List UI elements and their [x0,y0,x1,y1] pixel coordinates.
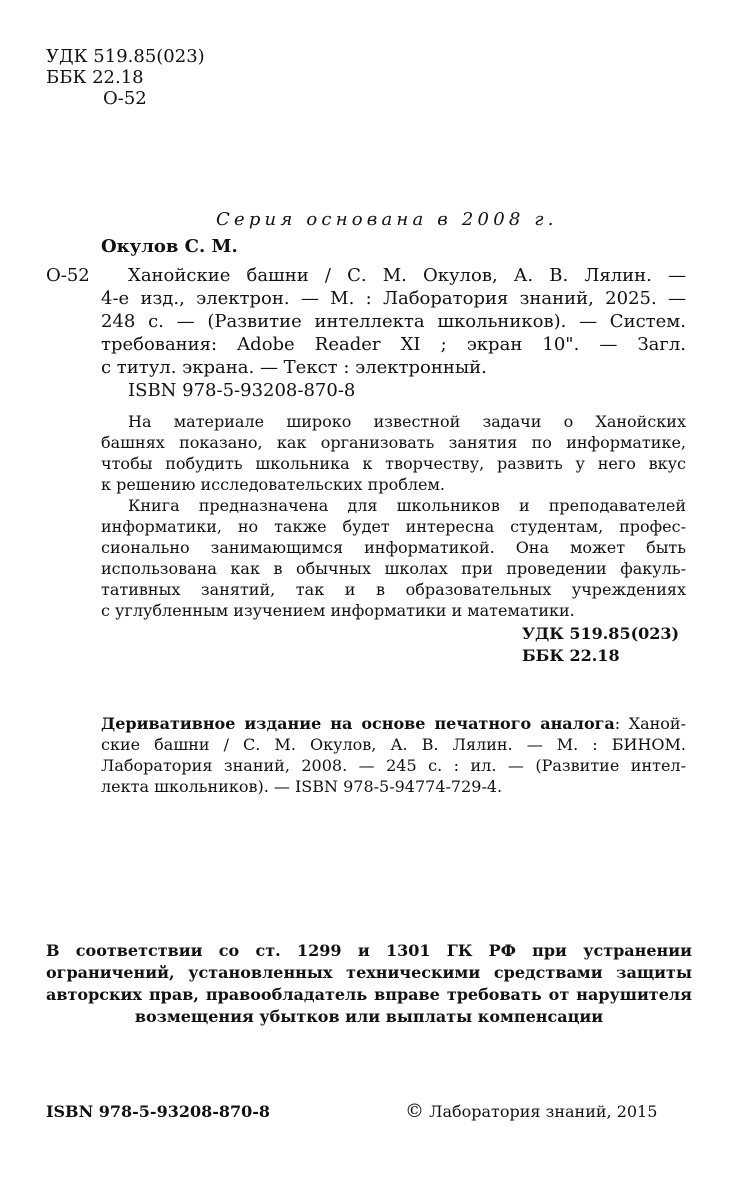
annotation-line: информатики, но также будет интересна студентам, профес- [101,517,686,536]
derivative-first-line-rest: : Ханой- [614,714,687,733]
notice-line: ограничений, установленных техническими средствами защиты [46,963,692,982]
author-heading: Окулов С. М. [101,236,238,257]
bbk-code: ББК 22.18 [46,67,144,88]
derivative-line: лекта школьников). — ISBN 978-5-94774-729-4. [101,777,503,796]
annotation-line: Книга предназначена для школьников и преподавателей [128,496,686,515]
catalog-isbn: ISBN 978-5-93208-870-8 [128,380,356,401]
annotation-line: к решению исследовательских проблем. [101,475,445,494]
catalog-mark: О-52 [46,265,90,286]
notice-line: возмещения убытков или выплаты компенсации [134,1007,604,1026]
catalog-line: требования: Adobe Reader XI ; экран 10". — Загл. [101,334,686,355]
copyright-icon: © [405,1100,424,1122]
annotation-line: На материале широко известной задачи о Ханойских [128,412,686,431]
derivative-lead: Деривативное издание на основе печатного аналога [101,714,615,733]
catalog-line: Ханойские башни / С. М. Окулов, А. В. Лялин. — [128,265,686,286]
derivative-first-line [101,713,686,734]
catalog-line: 248 с. — (Развитие интеллекта школьников). — Систем. [101,311,686,332]
udk-code: УДК 519.85(023) [46,46,205,67]
derivative-line: ские башни / С. М. Окулов, А. В. Лялин. — М. : БИНОМ. [101,735,686,754]
annotation-bbk: ББК 22.18 [522,646,620,665]
catalog-line: с титул. экрана. — Текст : электронный. [101,357,487,378]
footer-copyright [405,1101,657,1122]
notice-line: авторских прав, правообладатель вправе требовать от нарушителя [46,985,692,1004]
copyright-holder: Лаборатория знаний, 2015 [429,1102,658,1121]
annotation-line: тативных занятий, так и в образовательных учреждениях [101,580,686,599]
annotation-line: использована как в обычных школах при проведении факуль- [101,559,686,578]
annotation-line: сионально занимающимся информатикой. Она может быть [101,538,686,557]
derivative-line: Лаборатория знаний, 2008. — 245 с. : ил. — (Развитие интел- [101,756,686,775]
series-note: Серия основана в 2008 г. [216,209,558,230]
annotation-udk: УДК 519.85(023) [522,624,680,643]
author-mark: О-52 [103,88,147,109]
footer-isbn: ISBN 978-5-93208-870-8 [46,1102,271,1121]
catalog-line: 4-е изд., электрон. — М. : Лаборатория знаний, 2025. — [101,288,686,309]
annotation-line: чтобы побудить школьника к творчеству, развить у него вкус [101,454,686,473]
annotation-line: башнях показано, как организовать занятия по информатике, [101,433,686,452]
annotation-line: с углубленным изучением информатики и математики. [101,601,575,620]
notice-line: В соответствии со ст. 1299 и 1301 ГК РФ при устранении [46,941,692,960]
